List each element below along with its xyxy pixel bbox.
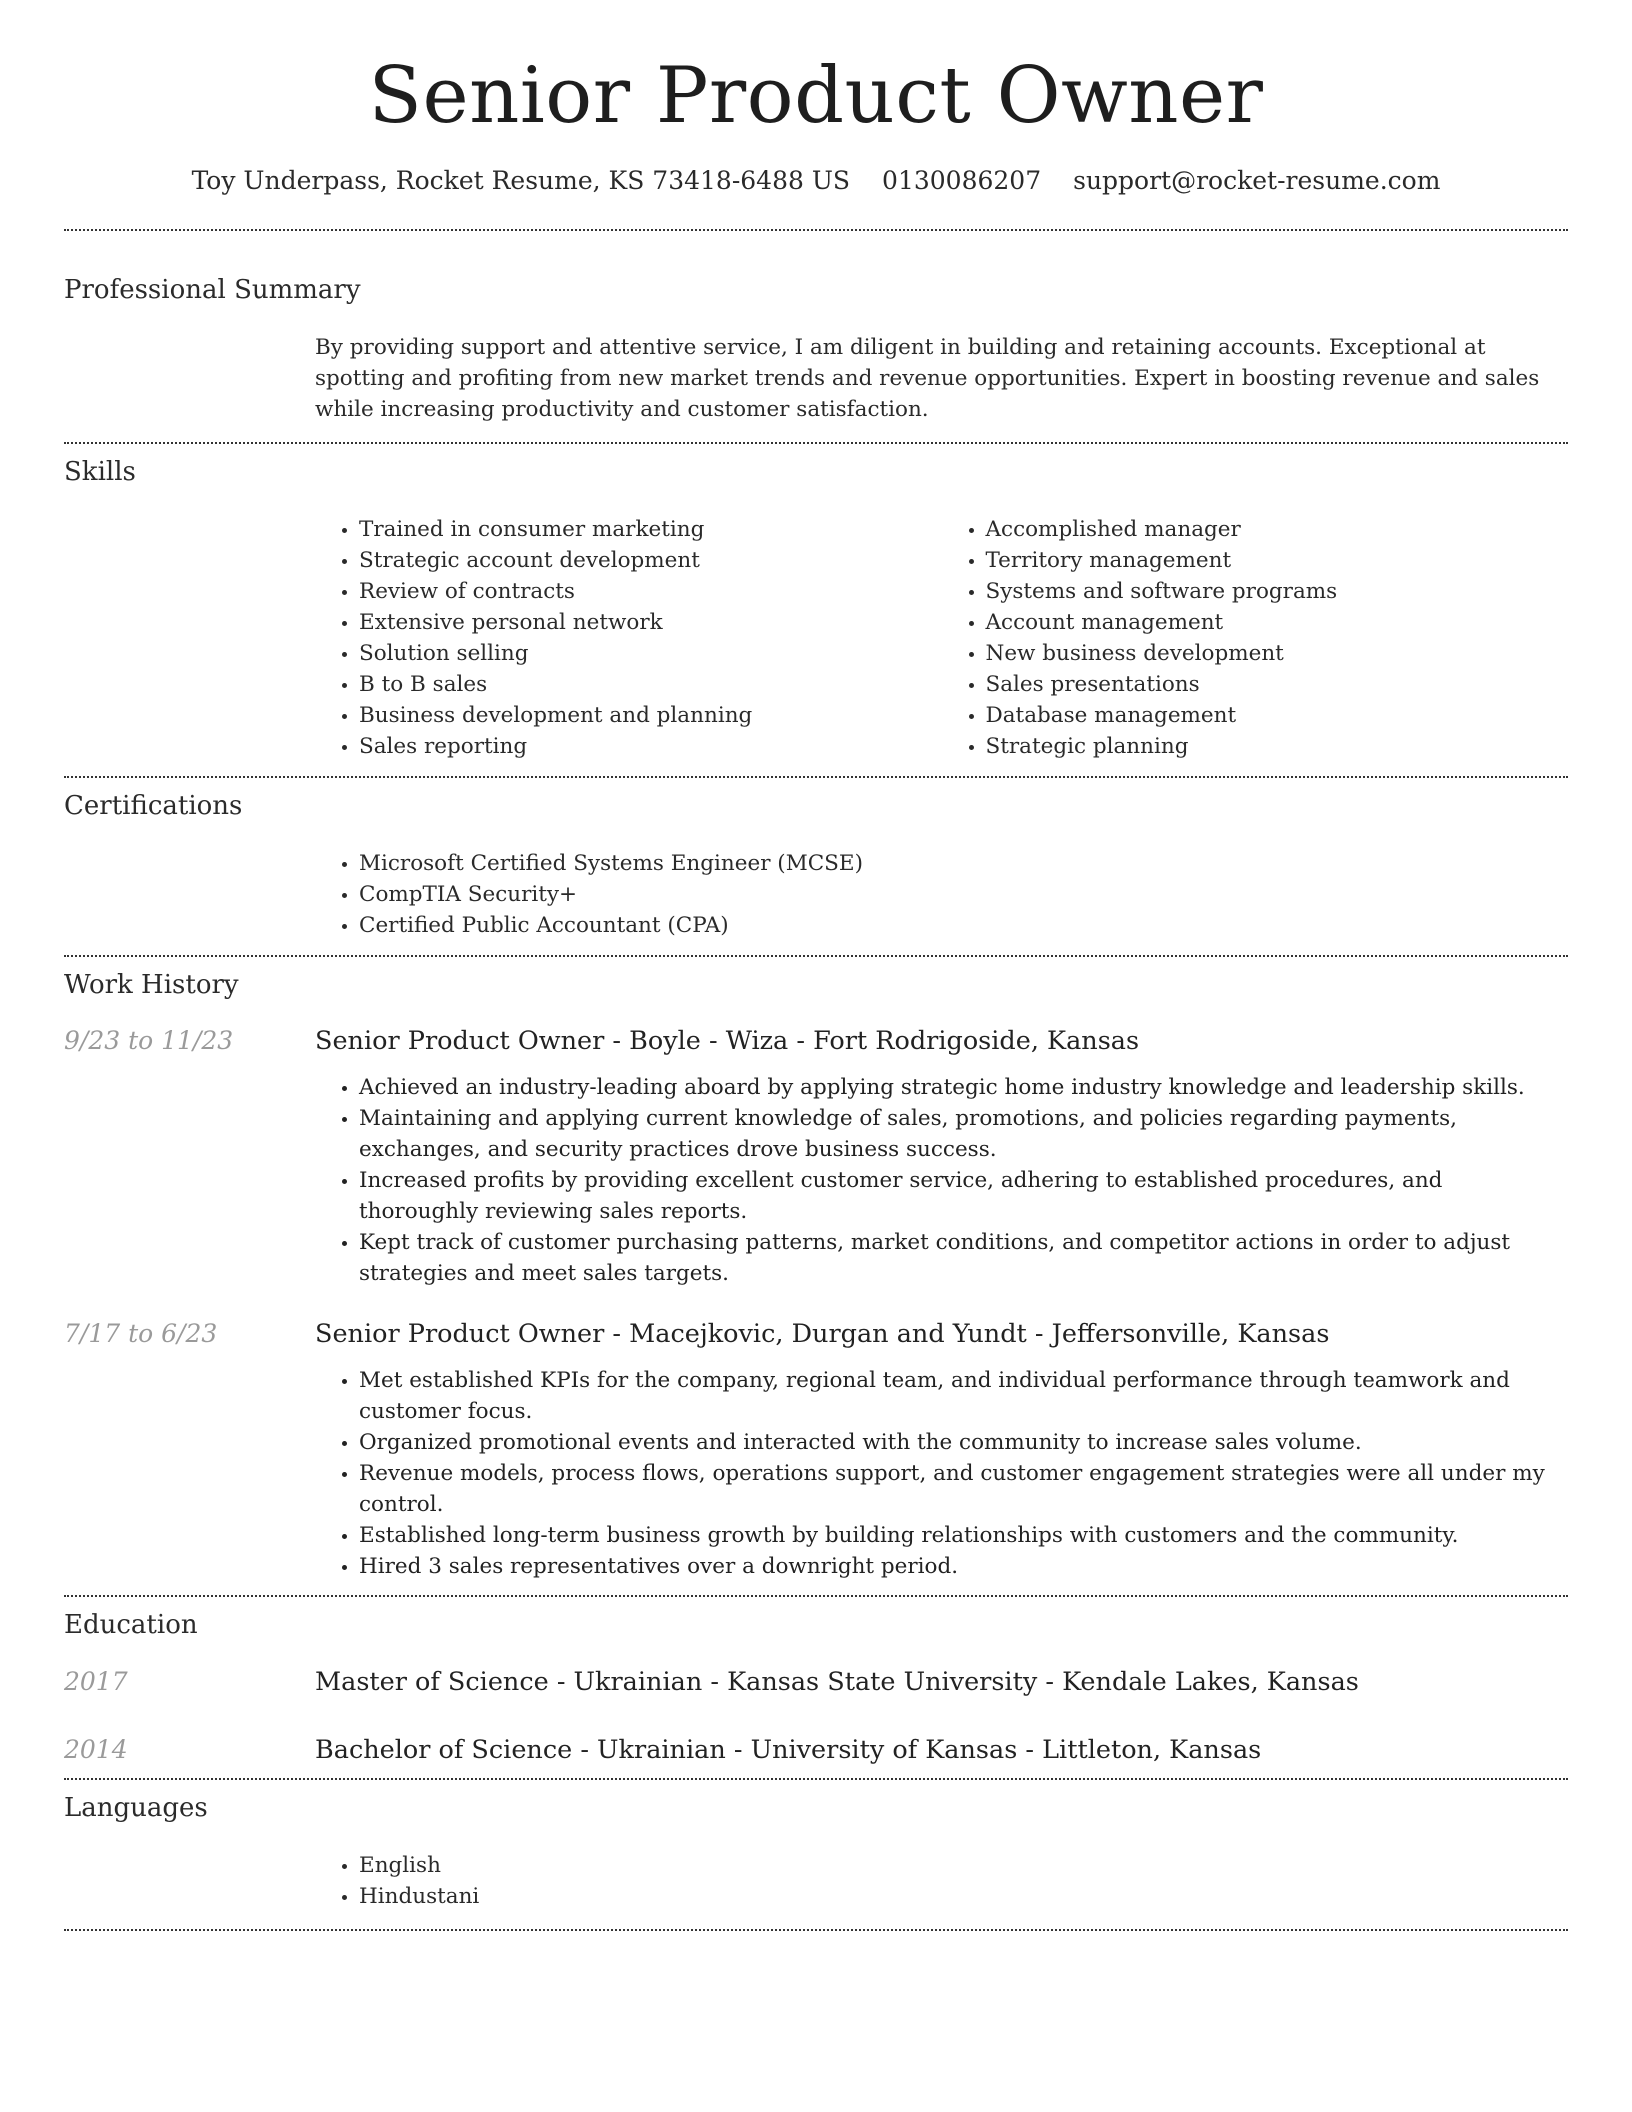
job-bullet: • Established long-term business growth by building relationships with customers and the community. xyxy=(359,1520,1568,1551)
job-title: Senior Product Owner - Boyle - Wiza - Fort Rodrigoside, Kansas xyxy=(315,1025,1140,1056)
section-heading: Work History xyxy=(64,969,239,1000)
education-section xyxy=(64,1597,1568,1778)
job-date: 7/17 to 6/23 xyxy=(64,1318,218,1348)
languages-section xyxy=(64,1780,1568,1929)
certifications-list xyxy=(315,848,1568,941)
contact-email: support@rocket-resume.com xyxy=(1073,165,1441,195)
job-bullet: • Kept track of customer purchasing patterns, market conditions, and competitor actions in order to adjust strategies and meet sales targets. xyxy=(359,1227,1568,1289)
section-heading: Skills xyxy=(64,456,136,487)
skill-item: • Review of contracts xyxy=(359,576,942,607)
education-date: 2014 xyxy=(64,1734,128,1764)
job-entry xyxy=(64,1026,1568,1289)
job-bullet: • Maintaining and applying current knowledge of sales, promotions, and policies regarding payments, exchanges, and security practices drove business success. xyxy=(359,1103,1568,1165)
education-date: 2017 xyxy=(64,1666,128,1696)
skill-item: • Strategic planning xyxy=(986,731,1569,762)
contact-address: Toy Underpass, Rocket Resume, KS 73418-6488 US xyxy=(191,165,851,195)
skill-item: • Extensive personal network xyxy=(359,607,942,638)
skills-grid xyxy=(315,514,1568,762)
skills-section xyxy=(64,444,1568,776)
certifications-body xyxy=(315,848,1568,941)
certification-item: • CompTIA Security+ xyxy=(359,879,1568,910)
resume-title: Senior Product Owner xyxy=(368,51,1264,141)
job-bullet: • Organized promotional events and interacted with the community to increase sales volume. xyxy=(359,1427,1568,1458)
skill-item: • Strategic account development xyxy=(359,545,942,576)
education-title: Master of Science - Ukrainian - Kansas State University - Kendale Lakes, Kansas xyxy=(315,1666,1359,1697)
job-date: 9/23 to 11/23 xyxy=(64,1025,234,1055)
job-bullets xyxy=(315,1072,1568,1289)
skill-item: • Sales presentations xyxy=(986,669,1569,700)
certifications-section xyxy=(64,778,1568,955)
job-bullet: • Revenue models, process flows, operations support, and customer engagement strategies were all under my control. xyxy=(359,1458,1568,1520)
job-title: Senior Product Owner - Macejkovic, Durgan and Yundt - Jeffersonville, Kansas xyxy=(315,1318,1330,1349)
skill-item: • Database management xyxy=(986,700,1569,731)
skill-item: • Business development and planning xyxy=(359,700,942,731)
certification-item: • Microsoft Certified Systems Engineer (MCSE) xyxy=(359,848,1568,879)
skill-item: • Sales reporting xyxy=(359,731,942,762)
skill-item: • Account management xyxy=(986,607,1569,638)
summary-text: By providing support and attentive service, I am diligent in building and retaining accounts. Exceptional at spotting and profiting from new market trends and revenue opportunities. Expert in boosting revenue and sales while increasing productivity and customer satisfaction. xyxy=(315,334,1540,422)
section-heading: Certifications xyxy=(64,790,243,821)
education-title: Bachelor of Science - Ukrainian - University of Kansas - Littleton, Kansas xyxy=(315,1734,1262,1765)
skill-item: • Systems and software programs xyxy=(986,576,1569,607)
certification-item: • Certified Public Accountant (CPA) xyxy=(359,910,1568,941)
job-bullets xyxy=(315,1365,1568,1582)
education-entry xyxy=(64,1735,1568,1765)
professional-summary-section xyxy=(64,231,1568,442)
skill-item: • Solution selling xyxy=(359,638,942,669)
education-entry xyxy=(64,1667,1568,1697)
job-bullet: • Met established KPIs for the company, regional team, and individual performance through teamwork and customer focus. xyxy=(359,1365,1568,1427)
job-header xyxy=(64,1026,1568,1056)
skill-item: • Accomplished manager xyxy=(986,514,1569,545)
job-entry xyxy=(64,1319,1568,1582)
skills-list-right xyxy=(942,514,1569,762)
work-history-section xyxy=(64,957,1568,1595)
languages-body xyxy=(315,1850,1568,1912)
job-bullet: • Hired 3 sales representatives over a downright period. xyxy=(359,1551,1568,1582)
job-bullet: • Increased profits by providing excellent customer service, adhering to established procedures, and thoroughly reviewing sales reports. xyxy=(359,1165,1568,1227)
skill-item: • Territory management xyxy=(986,545,1569,576)
language-item: • Hindustani xyxy=(359,1881,1568,1912)
section-heading: Professional Summary xyxy=(64,274,361,305)
contact-line xyxy=(64,166,1568,195)
contact-phone: 0130086207 xyxy=(882,165,1042,195)
job-bullet: • Achieved an industry-leading aboard by applying strategic home industry knowledge and leadership skills. xyxy=(359,1072,1568,1103)
language-item: • English xyxy=(359,1850,1568,1881)
section-heading: Education xyxy=(64,1609,198,1640)
job-header xyxy=(64,1319,1568,1349)
section-heading: Languages xyxy=(64,1792,208,1823)
languages-list xyxy=(315,1850,1568,1912)
skill-item: • Trained in consumer marketing xyxy=(359,514,942,545)
skill-item: • B to B sales xyxy=(359,669,942,700)
skills-list-left xyxy=(315,514,942,762)
skill-item: • New business development xyxy=(986,638,1569,669)
section-divider xyxy=(64,1929,1568,1931)
